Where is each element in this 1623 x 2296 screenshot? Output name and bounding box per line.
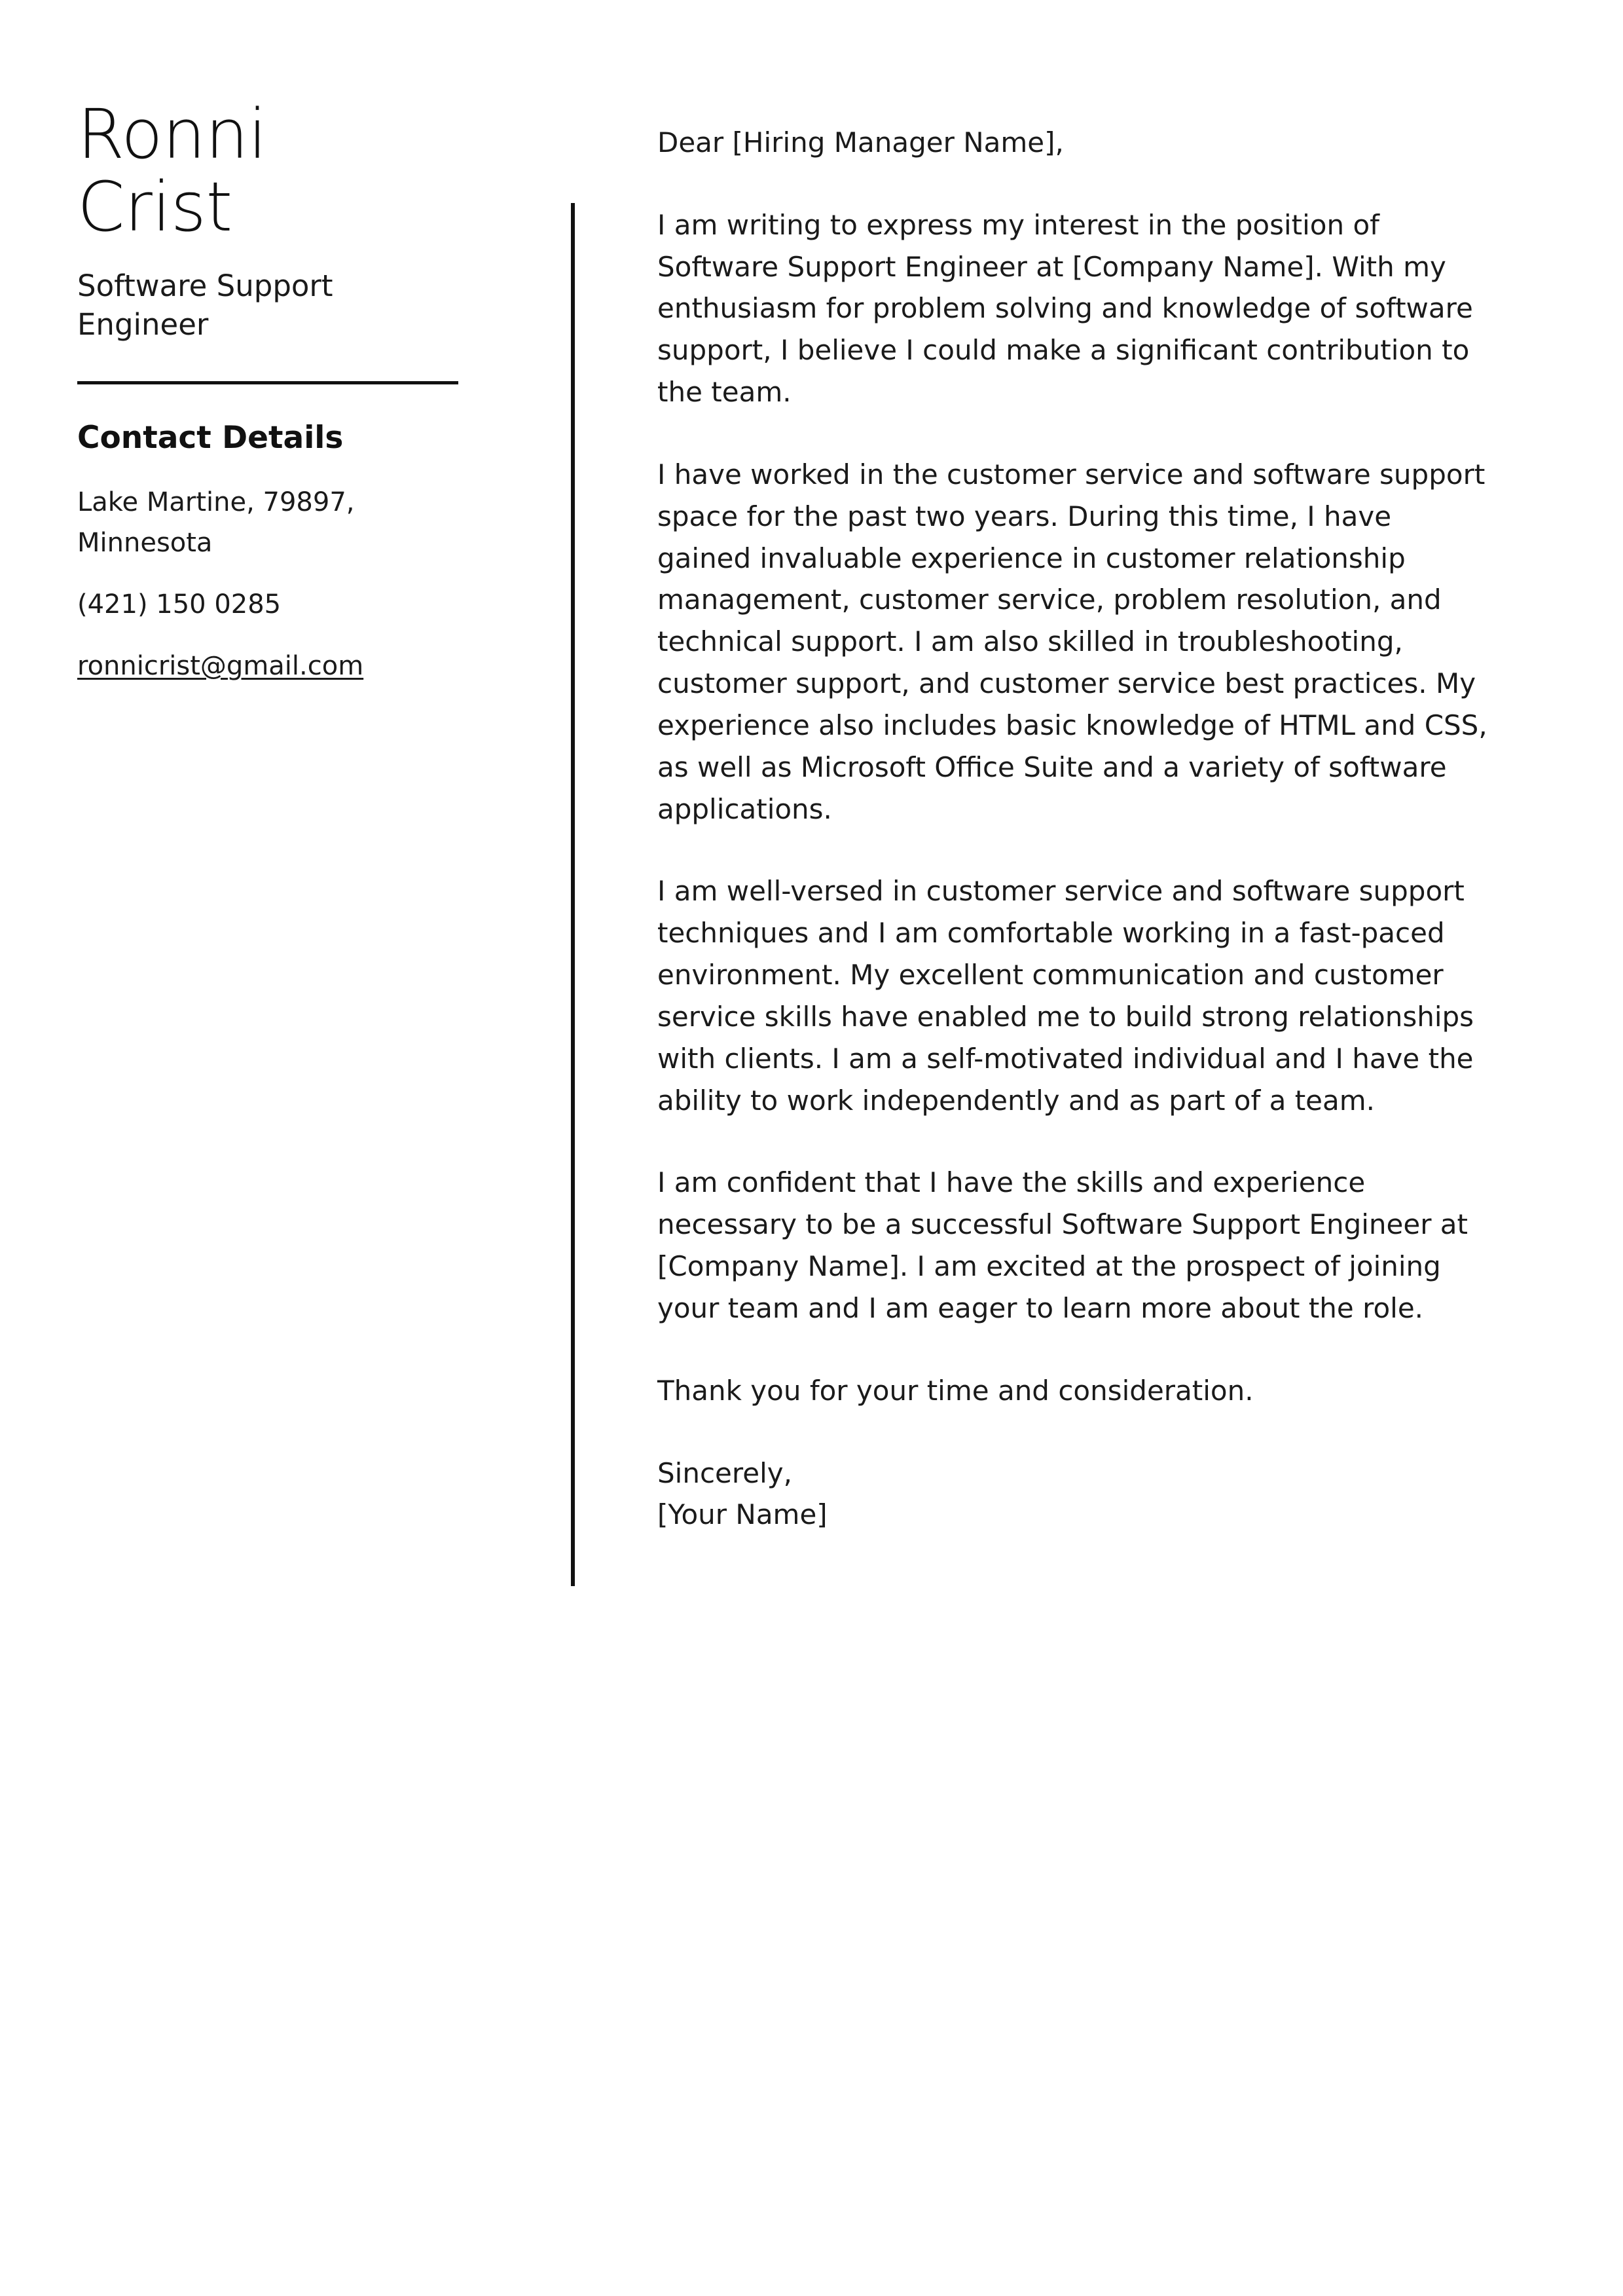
letter-signature: [Your Name]: [657, 1498, 828, 1531]
letter-paragraph-4: I am confident that I have the skills and experience necessary to be a successful Software Support Engineer at [Company Name]. I am excited at the prospect of joining your team and I am eager to learn more about the role.: [657, 1166, 1468, 1324]
contact-list: [77, 482, 470, 686]
letter-paragraph-2: I have worked in the customer service and software support space for the past two years. During this time, I have gained invaluable experience in customer relationship management, customer service, problem resolution, and technical support. I am also skilled in troubleshooting, customer support, and customer service best practices. My experience also includes basic knowledge of HTML and CSS, as well as Microsoft Office Suite and a variety of software applications.: [657, 458, 1487, 825]
contact-email-item: [77, 646, 385, 686]
letter-salutation: Dear [Hiring Manager Name],: [657, 126, 1064, 158]
letter-closing: Sincerely,: [657, 1456, 792, 1489]
letter-thank-you: Thank you for your time and consideration.: [657, 1374, 1254, 1407]
contact-address: Lake Martine, 79897, Minnesota: [77, 487, 355, 558]
contact-details-heading: Contact Details: [77, 420, 344, 456]
contact-phone[interactable]: (421) 150 0285: [77, 589, 282, 620]
name-first: Ronni: [77, 94, 267, 174]
name-last: Crist: [77, 167, 232, 248]
job-title: Software Support Engineer: [77, 268, 333, 343]
letter-body: [657, 122, 1490, 1536]
letter-paragraph-3: I am well-versed in customer service and software support techniques and I am comfortable working in a fast-paced environment. My excellent communication and customer service skills have enabled me to build strong relationships with clients. I am a self-motivated individual and I have the ability to work independently and as part of a team.: [657, 875, 1474, 1117]
vertical-divider: [571, 203, 575, 1586]
sidebar: [77, 94, 470, 686]
letter-paragraph-1: I am writing to express my interest in the position of Software Support Engineer at [Company Name]. With my enthusiasm for problem solving and knowledge of software support, I believe I could make a significant contribution to the team.: [657, 208, 1473, 409]
applicant-name: [77, 94, 470, 248]
contact-email-link[interactable]: ronnicrist@gmail.com: [77, 650, 364, 681]
horizontal-divider: [77, 381, 458, 384]
